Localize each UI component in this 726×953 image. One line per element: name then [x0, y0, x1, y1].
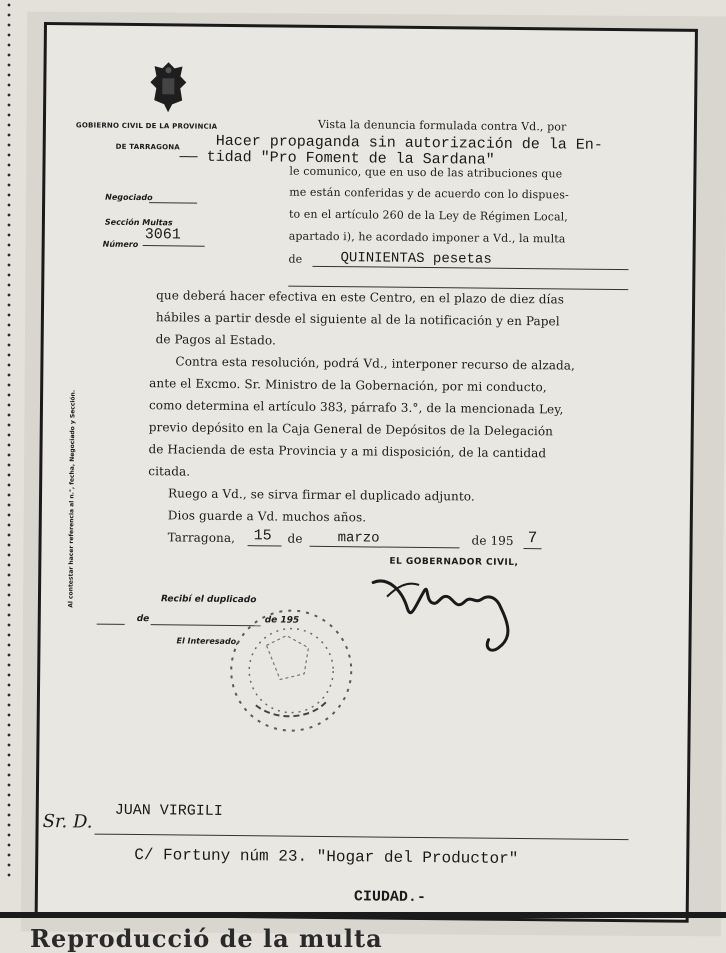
date-de-1: de	[287, 531, 303, 546]
official-dry-stamp	[215, 595, 367, 747]
receipt-de-year: de 195	[264, 615, 300, 626]
receipt-de: de	[136, 614, 150, 625]
governor-title: EL GOBERNADOR CIVIL,	[389, 556, 519, 568]
receipt-label: Recibí el duplicado	[160, 594, 257, 606]
p4-text: Dios guarde a Vd. muchos años.	[167, 508, 367, 525]
p2-line-4: previo depósito en la Caja General de Depósitos de la Delegación	[148, 420, 554, 439]
date-month: marzo	[337, 530, 380, 547]
p2-line-3: como determina el artículo 383, párrafo 3.°, de la mencionada Ley,	[148, 398, 564, 417]
p1-line-1: que deberá hacer efectiva en este Centro, en el plazo de diez días	[156, 288, 565, 307]
date-year-digit: 7	[527, 529, 538, 548]
month-line	[310, 546, 460, 549]
p2-line-6: citada.	[148, 464, 191, 479]
intro-line-3: me están conferidas y de acuerdo con lo dispues-	[289, 185, 569, 202]
p2-line-5: de Hacienda de esta Provincia y a mi disposición, de la cantidad	[148, 442, 547, 461]
amount-prefix: de	[288, 252, 303, 266]
typed-dash: ——	[179, 148, 207, 166]
intro-line-4: to en el artículo 260 de la Ley de Régimen Local,	[288, 207, 568, 224]
p1-line-3: de Pagos al Estado.	[155, 332, 277, 348]
p3-text: Ruego a Vd., se sirva firmar el duplicado adjunto.	[167, 486, 475, 504]
seccion-label: Sección Multas	[104, 217, 173, 228]
interesado-label: El Interesado,	[176, 636, 240, 647]
numero-value: 3061	[144, 226, 181, 244]
p2-line-1: Contra esta resolución, podrá Vd., interponer recurso de alzada,	[175, 354, 576, 373]
date-place: Tarragona,	[167, 530, 236, 546]
header-province: GOBIERNO CIVIL DE LA PROVINCIA	[75, 121, 218, 131]
intro-line-1: Vista la denuncia formulada contra Vd., por	[317, 117, 567, 134]
numero-label: Número	[102, 239, 139, 249]
recipient-city: CIUDAD.-	[353, 888, 426, 907]
margin-reference-note: Al contestar hacer referencia al n.°, fecha, Negociado y Sección.	[67, 389, 77, 608]
intro-line-2: le comunico, que en uso de las atribuciones que	[289, 164, 563, 181]
recipient-street: C/ Fortuny núm 23. "Hogar del Productor"	[134, 845, 519, 869]
date-de-2: de 195	[471, 533, 514, 548]
date-day: 15	[253, 527, 272, 545]
day-line	[248, 545, 282, 546]
p1-line-2: hábiles a partir desde el siguiente al de la notificación y en Papel	[155, 310, 560, 329]
year-line	[524, 548, 542, 549]
header-city: DE TARRAGONA	[115, 142, 180, 152]
caption-text: Reproducció de la multa	[30, 924, 383, 953]
negociado-line	[149, 202, 197, 204]
receipt-line-1	[97, 624, 125, 625]
intro-line-5: apartado i), he acordado imponer a Vd., la multa	[288, 229, 566, 246]
page-bottom-edge	[0, 912, 726, 918]
typed-offense-2: tidad "Pro Foment de la Sardana"	[206, 148, 495, 169]
p2-line-2: ante el Excmo. Sr. Ministro de la Gobernación, por mi conducto,	[149, 376, 547, 395]
coat-of-arms-emblem	[148, 60, 189, 114]
recipient-name: JUAN VIRGILI	[114, 801, 223, 820]
numero-line	[143, 245, 205, 247]
document-frame	[35, 22, 698, 923]
governor-signature	[366, 566, 547, 658]
negociado-label: Negociado	[105, 192, 153, 203]
perforation-edge	[6, 0, 12, 880]
fine-amount: QUINIENTAS pesetas	[340, 250, 492, 268]
recipient-prefix: Sr. D.	[42, 811, 93, 833]
recipient-line	[94, 834, 628, 841]
typed-offense-1: Hacer propaganda sin autorización de la En-	[215, 132, 603, 154]
